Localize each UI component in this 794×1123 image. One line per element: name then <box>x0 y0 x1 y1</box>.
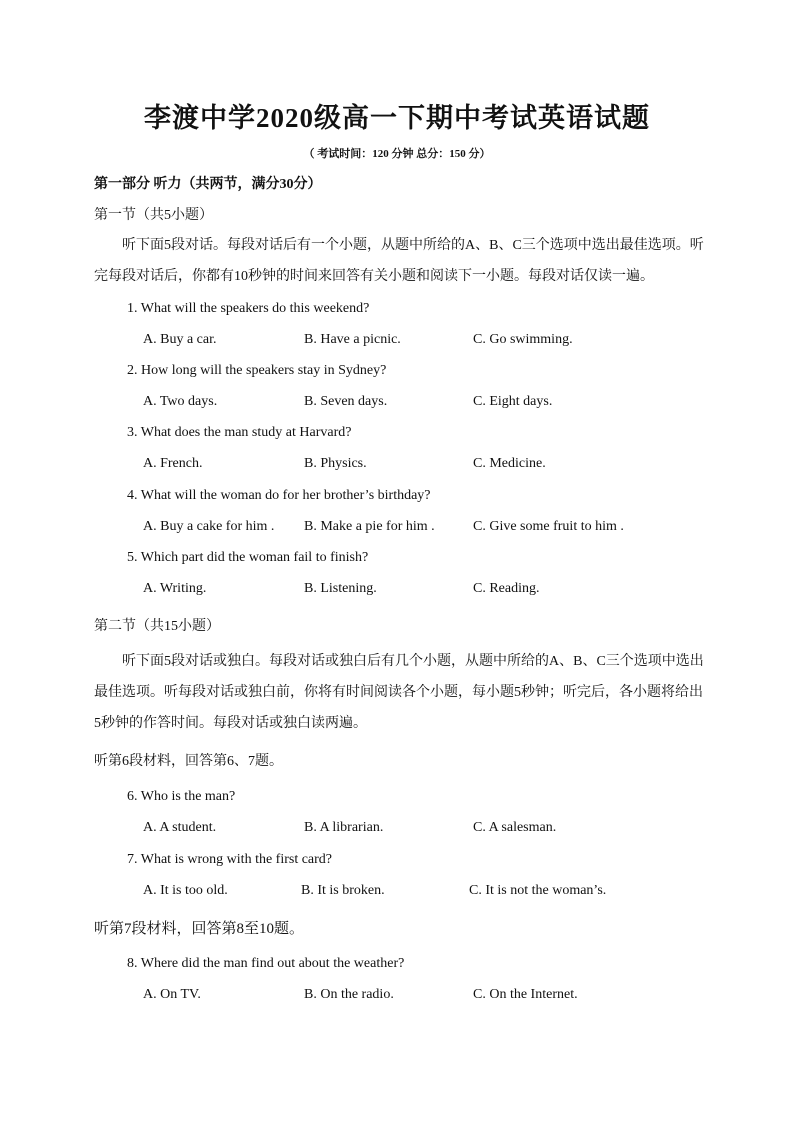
option-5b: B. Listening. <box>304 581 377 596</box>
option-2c: C. Eight days. <box>473 394 553 409</box>
section2-instructions: 听下面5段对话或独白。每段对话或独白后有几个小题，从题中所给的A、B、C三个选项中选出最佳选项。听每段对话或独白前，你将有时间阅读各个小题，每小题5秒钟；听完后，各小题将给出5秒钟的作答时间。每段对话或独白读两遍。 <box>94 654 704 731</box>
option-5c: C. Reading. <box>473 581 540 596</box>
option-1b: B. Have a picnic. <box>304 332 401 347</box>
option-6b: B. A librarian. <box>304 820 384 835</box>
group6-heading: 听第6段材料，回答第6、7题。 <box>94 754 283 769</box>
option-4a: A. Buy a cake for him . <box>143 519 275 534</box>
option-6a: A. A student. <box>143 820 217 835</box>
question-5: 5. Which part did the woman fail to finish? <box>127 550 369 565</box>
option-7b: B. It is broken. <box>301 883 385 898</box>
part1-heading: 第一部分 听力（共两节，满分30分） <box>94 177 322 192</box>
option-8b: B. On the radio. <box>304 987 394 1002</box>
section2-heading: 第二节（共15小题） <box>94 619 220 634</box>
exam-subtitle: （ 考试时间：120 分钟 总分：150 分） <box>303 148 491 160</box>
question-1: 1. What will the speakers do this weekend? <box>127 301 370 316</box>
option-8a: A. On TV. <box>143 987 201 1002</box>
question-7: 7. What is wrong with the first card? <box>127 852 333 867</box>
option-1a: A. Buy a car. <box>143 332 217 347</box>
group7-heading: 听第7段材料，回答第8至10题。 <box>94 921 305 937</box>
option-7a: A. It is too old. <box>143 883 228 898</box>
question-3: 3. What does the man study at Harvard? <box>127 425 352 440</box>
option-2a: A. Two days. <box>143 394 218 409</box>
option-5a: A. Writing. <box>143 581 207 596</box>
question-6: 6. Who is the man? <box>127 789 236 804</box>
section1-heading: 第一节（共5小题） <box>94 208 213 223</box>
option-8c: C. On the Internet. <box>473 987 578 1002</box>
question-2: 2. How long will the speakers stay in Sydney? <box>127 363 387 378</box>
option-7c: C. It is not the woman’s. <box>469 883 607 898</box>
option-4c: C. Give some fruit to him . <box>473 519 624 534</box>
option-2b: B. Seven days. <box>304 394 388 409</box>
option-3c: C. Medicine. <box>473 456 546 471</box>
section1-instructions: 听下面5段对话。每段对话后有一个小题，从题中所给的A、B、C三个选项中选出最佳选项。听完每段对话后，你都有10秒钟的时间来回答有关小题和阅读下一小题。每段对话仅读一遍。 <box>94 238 704 284</box>
option-6c: C. A salesman. <box>473 820 557 835</box>
question-4: 4. What will the woman do for her brother’s birthday? <box>127 488 431 503</box>
option-3b: B. Physics. <box>304 456 367 471</box>
option-4b: B. Make a pie for him . <box>304 519 435 534</box>
option-3a: A. French. <box>143 456 203 471</box>
option-1c: C. Go swimming. <box>473 332 573 347</box>
exam-title: 李渡中学2020级高一下期中考试英语试题 <box>144 103 650 133</box>
question-8: 8. Where did the man find out about the weather? <box>127 956 405 971</box>
